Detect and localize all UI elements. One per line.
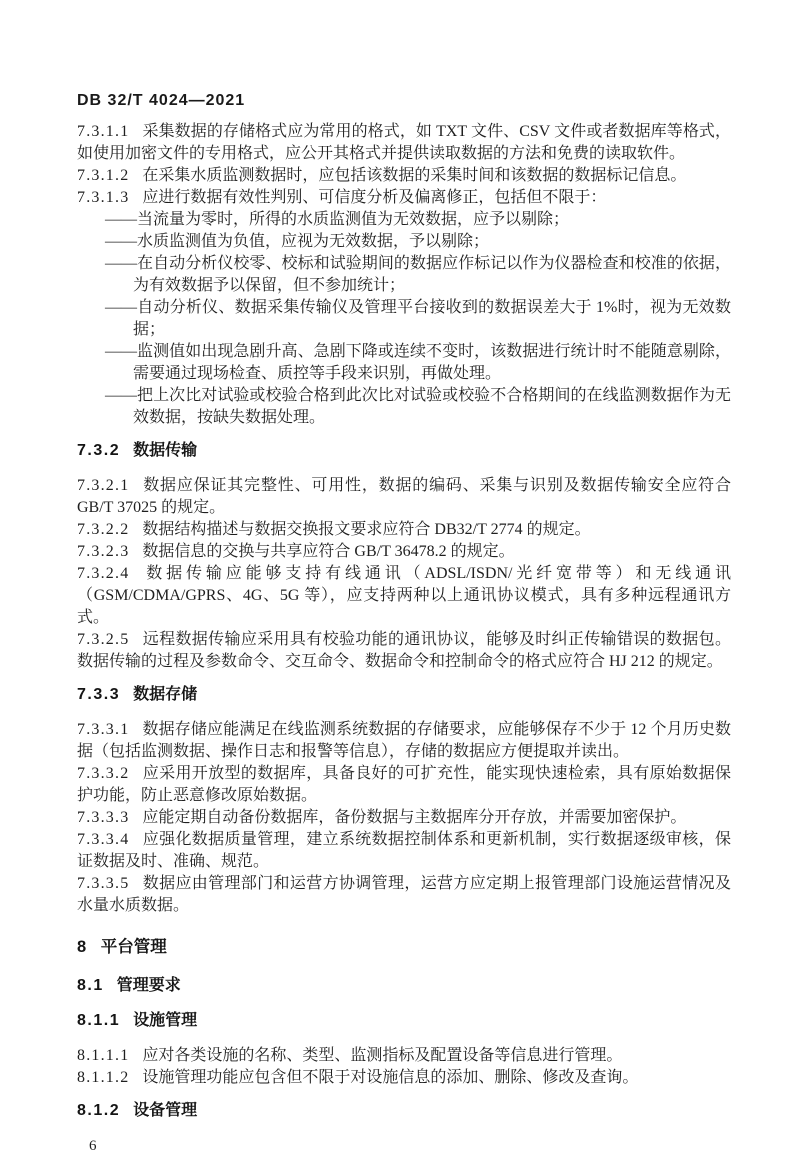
clause-text: 数据传输应能够支持有线通讯（ADSL/ISDN/光纤宽带等）和无线通讯（GSM/CDMA/GPRS、4G、5G 等），应支持两种以上通讯协议模式，具有多种远程通讯方式。 xyxy=(77,565,731,626)
clause-number: 7.3.3.3 xyxy=(77,809,130,826)
clause-number: 7.3.2.3 xyxy=(77,543,130,560)
clause-paragraph xyxy=(77,807,731,829)
clause-text: 应采用开放型的数据库，具备良好的可扩充性，能实现快速检索，具有原始数据保护功能，防止恶意修改原始数据。 xyxy=(77,765,731,804)
clause-number: 7.3.1.1 xyxy=(77,123,130,140)
clause-number: 8.1 xyxy=(77,977,104,994)
clause-number: 7.3.3.4 xyxy=(77,831,130,848)
clause-number: 7.3.2.1 xyxy=(77,477,130,494)
heading-text: 数据传输 xyxy=(133,442,198,459)
clause-text: 设施管理功能应包含但不限于对设施信息的添加、删除、修改及查询。 xyxy=(142,1069,639,1086)
section-heading xyxy=(77,684,731,706)
clause-text: 远程数据传输应采用具有校验功能的通讯协议，能够及时纠正传输错误的数据包。数据传输的过程及参数命令、交互命令、数据命令和控制命令的格式应符合 HJ 212 的规定。 xyxy=(77,631,731,670)
clause-paragraph xyxy=(77,763,731,807)
clause-text: 数据应由管理部门和运营方协调管理，运营方应定期上报管理部门设施运营情况及水量水质数据。 xyxy=(77,875,731,914)
clause-number: 7.3.1.2 xyxy=(77,167,130,184)
clause-text: 数据结构描述与数据交换报文要求应符合 DB32/T 2774 的规定。 xyxy=(142,521,591,538)
clause-number: 7.3.3.5 xyxy=(77,875,130,892)
clause-paragraph xyxy=(77,187,731,209)
clause-number: 7.3.3.2 xyxy=(77,765,130,782)
clause-paragraph xyxy=(77,541,731,563)
clause-text: 应进行数据有效性判别、可信度分析及偏离修正，包括但不限于： xyxy=(142,189,607,206)
clause-number: 7.3.2.4 xyxy=(77,565,130,582)
clause-text: 数据存储应能满足在线监测系统数据的存储要求，应能够保存不少于 12 个月历史数据（包括监测数据、操作日志和报警等信息），存储的数据应方便提取并读出。 xyxy=(77,721,731,760)
clause-number: 7.3.2.5 xyxy=(77,631,130,648)
clause-text: 应能定期自动备份数据库，备份数据与主数据库分开存放，并需要加密保护。 xyxy=(142,809,687,826)
clause-paragraph xyxy=(77,563,731,629)
heading-text: 平台管理 xyxy=(100,938,167,956)
document-body xyxy=(77,121,731,1157)
clause-text: 数据应保证其完整性、可用性，数据的编码、采集与识别及数据传输安全应符合 GB/T 37025 的规定。 xyxy=(77,477,731,516)
dash-list-item xyxy=(105,297,731,341)
clause-paragraph xyxy=(77,829,731,873)
dash-list-item xyxy=(105,231,731,253)
clause-number: 7.3.1.3 xyxy=(77,189,130,206)
clause-number: 8.1.1.1 xyxy=(77,1047,130,1064)
clause-paragraph xyxy=(77,165,731,187)
heading-text: 管理要求 xyxy=(116,977,181,994)
clause-paragraph xyxy=(77,629,731,673)
clause-number: 8.1.1.2 xyxy=(77,1069,130,1086)
dash-item-text: ——在自动分析仪校零、校标和试验期间的数据应作标记以作为仪器检查和校准的依据，为有效数据予以保留，但不参加统计； xyxy=(105,255,731,294)
clause-text: 在采集水质监测数据时，应包括该数据的采集时间和该数据的数据标记信息。 xyxy=(142,167,687,184)
document-header-standard-number: DB 32/T 4024—2021 xyxy=(77,92,246,109)
heading-text: 设施管理 xyxy=(133,1012,198,1029)
page-number: 6 xyxy=(89,1138,97,1154)
heading-text: 数据存储 xyxy=(133,686,198,703)
dash-item-text: ——监测值如出现急剧升高、急剧下降或连续不变时，该数据进行统计时不能随意剔除，需要通过现场检查、质控等手段来识别，再做处理。 xyxy=(105,343,731,382)
section-heading xyxy=(77,1100,731,1122)
dash-item-text: ——把上次比对试验或校验合格到此次比对试验或校验不合格期间的在线监测数据作为无效数据，按缺失数据处理。 xyxy=(105,387,731,426)
clause-text: 数据信息的交换与共享应符合 GB/T 36478.2 的规定。 xyxy=(142,543,515,560)
clause-paragraph xyxy=(77,121,731,165)
dash-list-item xyxy=(105,385,731,429)
clause-paragraph xyxy=(77,873,731,917)
clause-paragraph xyxy=(77,719,731,763)
heading-text: 设备管理 xyxy=(133,1102,198,1119)
clause-paragraph xyxy=(77,1067,731,1089)
clause-number: 8.1.2 xyxy=(77,1102,121,1119)
clause-number: 7.3.2 xyxy=(77,442,121,459)
dash-list-item xyxy=(105,341,731,385)
clause-paragraph xyxy=(77,475,731,519)
clause-number: 7.3.3 xyxy=(77,686,121,703)
clause-paragraph xyxy=(77,1045,731,1067)
clause-text: 采集数据的存储格式应为常用的格式，如 TXT 文件、CSV 文件或者数据库等格式，如使用加密文件的专用格式，应公开其格式并提供读取数据的方法和免费的读取软件。 xyxy=(77,123,731,162)
clause-number: 7.3.3.1 xyxy=(77,721,130,738)
clause-number: 8.1.1 xyxy=(77,1012,121,1029)
dash-item-text: ——自动分析仪、数据采集传输仪及管理平台接收到的数据误差大于 1%时，视为无效数据； xyxy=(105,299,731,338)
clause-text: 应强化数据质量管理，建立系统数据控制体系和更新机制，实行数据逐级审核，保证数据及时、准确、规范。 xyxy=(77,831,731,870)
dash-item-text: ——当流量为零时，所得的水质监测值为无效数据，应予以剔除； xyxy=(105,211,570,228)
section-heading xyxy=(77,1010,731,1032)
section-heading xyxy=(77,975,731,997)
dash-item-text: ——水质监测值为负值，应视为无效数据，予以剔除； xyxy=(105,233,490,250)
dash-list-item xyxy=(105,209,731,231)
section-heading xyxy=(77,440,731,462)
clause-paragraph xyxy=(77,519,731,541)
clause-number: 8 xyxy=(77,938,88,956)
clause-number: 7.3.2.2 xyxy=(77,521,130,538)
clause-text: 应对各类设施的名称、类型、监测指标及配置设备等信息进行管理。 xyxy=(142,1047,623,1064)
chapter-heading xyxy=(77,936,731,958)
dash-list-item xyxy=(105,253,731,297)
